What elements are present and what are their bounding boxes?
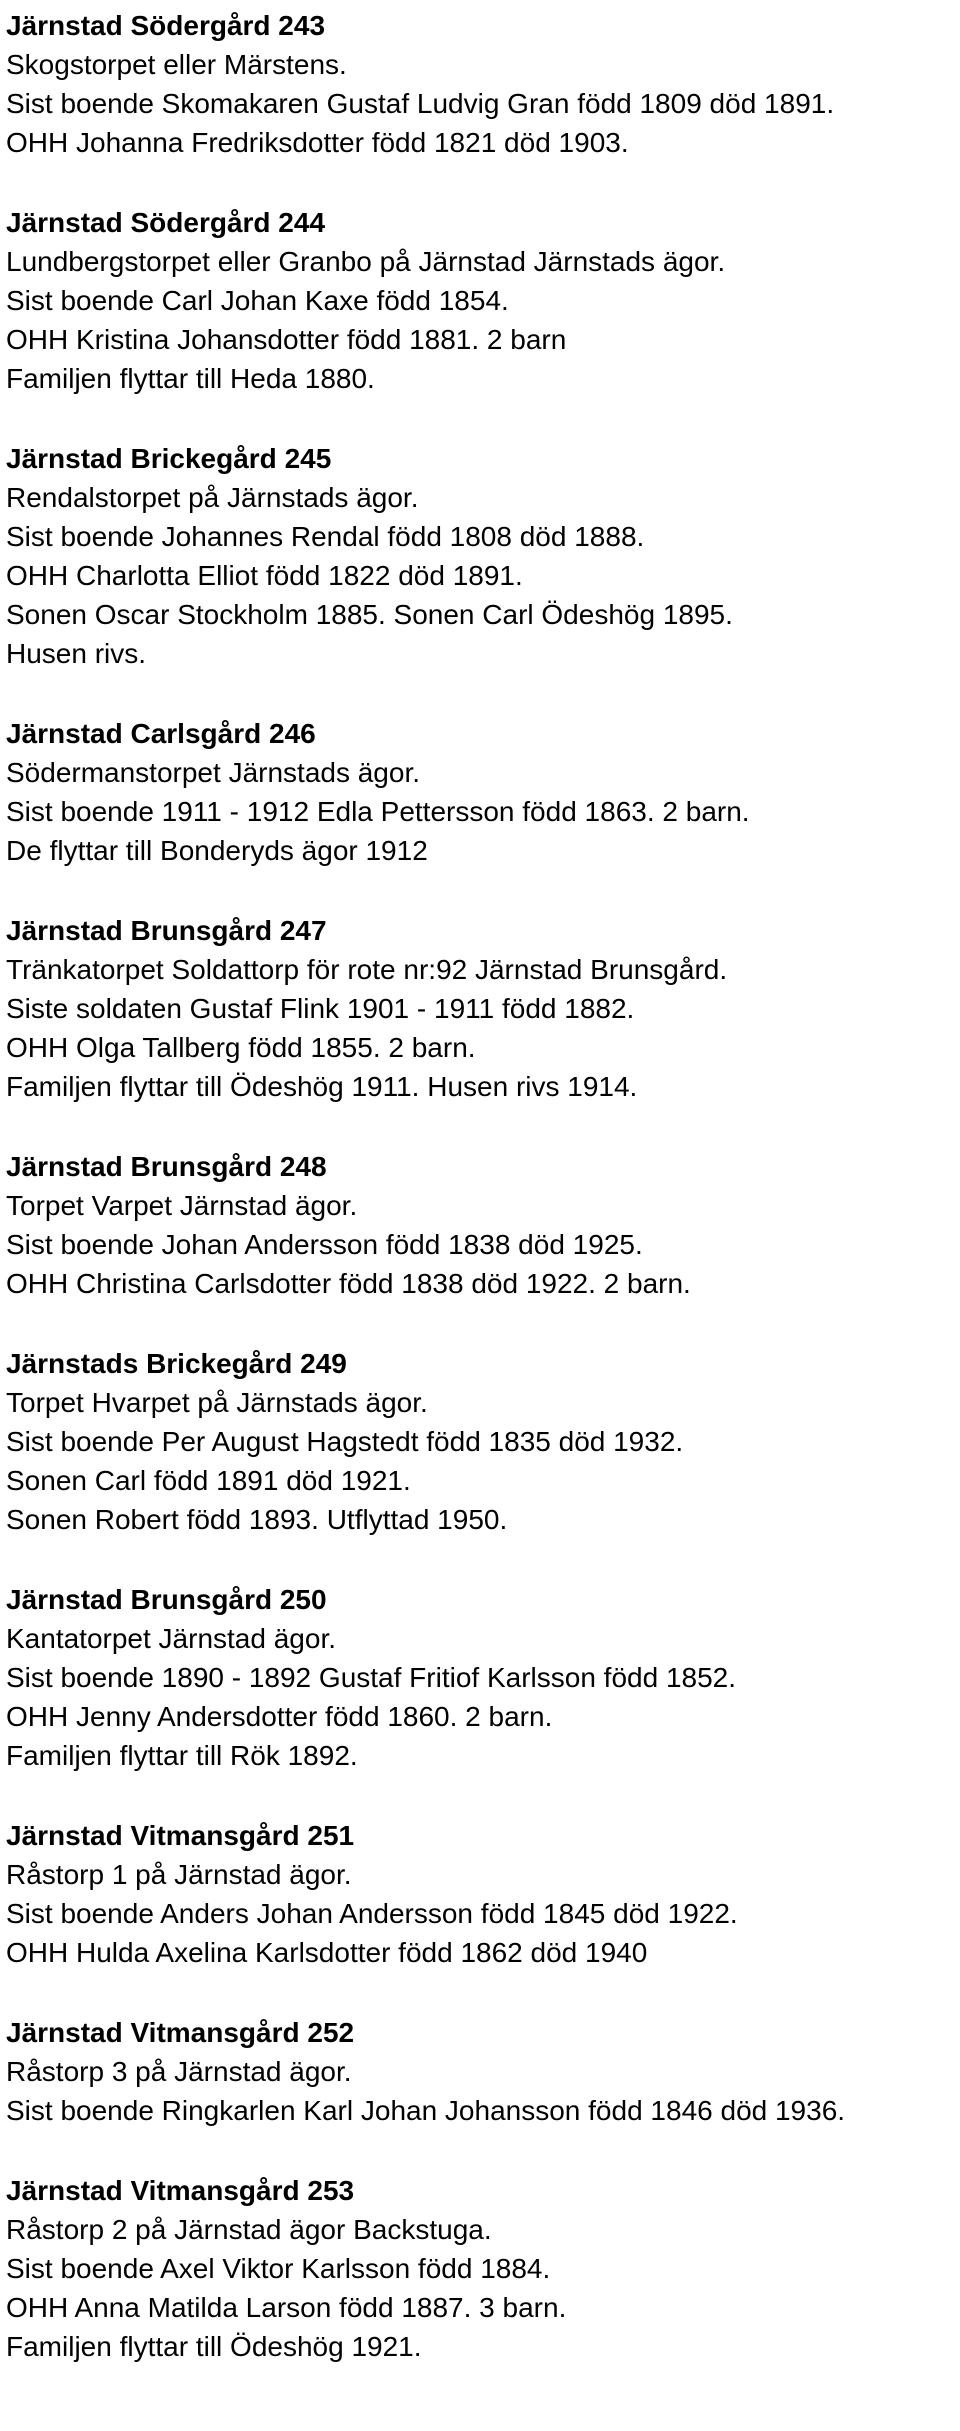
entry-line: OHH Christina Carlsdotter född 1838 död 1922. 2 barn. <box>6 1268 691 1299</box>
entry-title: Järnstad Vitmansgård 253 <box>6 2175 355 2206</box>
entry-line: OHH Johanna Fredriksdotter född 1821 död 1903. <box>6 127 629 158</box>
entry-title: Järnstad Brickegård 245 <box>6 443 332 474</box>
entry-line: Lundbergstorpet eller Granbo på Järnstad Järnstads ägor. <box>6 246 726 277</box>
entry-253 <box>6 2171 960 2366</box>
entry-line: Rendalstorpet på Järnstads ägor. <box>6 482 419 513</box>
entry-title: Järnstad Södergård 243 <box>6 10 326 41</box>
entry-line: Sist boende Skomakaren Gustaf Ludvig Gran född 1809 död 1891. <box>6 88 835 119</box>
entry-line: Sist boende Anders Johan Andersson född 1845 död 1922. <box>6 1898 738 1929</box>
entry-line: Sist boende 1911 - 1912 Edla Pettersson född 1863. 2 barn. <box>6 796 750 827</box>
entry-line: OHH Anna Matilda Larson född 1887. 3 barn. <box>6 2292 567 2323</box>
entry-line: OHH Jenny Andersdotter född 1860. 2 barn. <box>6 1701 553 1732</box>
entry-line: Familjen flyttar till Heda 1880. <box>6 363 375 394</box>
entry-line: OHH Olga Tallberg född 1855. 2 barn. <box>6 1032 476 1063</box>
entry-line: OHH Kristina Johansdotter född 1881. 2 barn <box>6 324 567 355</box>
entry-line: Sonen Carl född 1891 död 1921. <box>6 1465 411 1496</box>
entry-246 <box>6 714 960 870</box>
entry-line: Råstorp 3 på Järnstad ägor. <box>6 2056 352 2087</box>
entry-line: Sist boende 1890 - 1892 Gustaf Fritiof Karlsson född 1852. <box>6 1662 737 1693</box>
entry-249 <box>6 1344 960 1539</box>
entry-line: Sist boende Johan Andersson född 1838 död 1925. <box>6 1229 643 1260</box>
entry-line: Tränkatorpet Soldattorp för rote nr:92 Järnstad Brunsgård. <box>6 954 728 985</box>
entry-243 <box>6 6 960 162</box>
entry-line: Sonen Robert född 1893. Utflyttad 1950. <box>6 1504 508 1535</box>
entry-line: Torpet Hvarpet på Järnstads ägor. <box>6 1387 428 1418</box>
entry-248 <box>6 1147 960 1303</box>
entry-title: Järnstad Brunsgård 247 <box>6 915 327 946</box>
entry-line: Sist boende Ringkarlen Karl Johan Johansson född 1846 död 1936. <box>6 2095 846 2126</box>
entry-line: Råstorp 2 på Järnstad ägor Backstuga. <box>6 2214 492 2245</box>
entry-title: Järnstad Vitmansgård 251 <box>6 1820 355 1851</box>
entry-line: Råstorp 1 på Järnstad ägor. <box>6 1859 352 1890</box>
entry-251 <box>6 1816 960 1972</box>
entry-title: Järnstad Vitmansgård 252 <box>6 2017 355 2048</box>
entry-line: Familjen flyttar till Ödeshög 1911. Husen rivs 1914. <box>6 1071 638 1102</box>
entry-line: Sist boende Carl Johan Kaxe född 1854. <box>6 285 509 316</box>
entry-line: OHH Charlotta Elliot född 1822 död 1891. <box>6 560 523 591</box>
entry-252 <box>6 2013 960 2130</box>
entry-title: Järnstad Carlsgård 246 <box>6 718 316 749</box>
entry-250 <box>6 1580 960 1775</box>
entry-245 <box>6 439 960 673</box>
entry-line: Siste soldaten Gustaf Flink 1901 - 1911 född 1882. <box>6 993 635 1024</box>
entry-line: Sist boende Per August Hagstedt född 1835 död 1932. <box>6 1426 684 1457</box>
entry-title: Järnstad Södergård 244 <box>6 207 326 238</box>
entry-244 <box>6 203 960 398</box>
entry-line: Södermanstorpet Järnstads ägor. <box>6 757 421 788</box>
entry-line: Sist boende Johannes Rendal född 1808 död 1888. <box>6 521 645 552</box>
entry-line: Husen rivs. <box>6 638 147 669</box>
entry-line: OHH Hulda Axelina Karlsdotter född 1862 död 1940 <box>6 1937 648 1968</box>
entry-line: De flyttar till Bonderyds ägor 1912 <box>6 835 428 866</box>
entry-line: Sonen Oscar Stockholm 1885. Sonen Carl Ödeshög 1895. <box>6 599 733 630</box>
entry-title: Järnstads Brickegård 249 <box>6 1348 347 1379</box>
entry-title: Järnstad Brunsgård 250 <box>6 1584 327 1615</box>
entry-line: Torpet Varpet Järnstad ägor. <box>6 1190 358 1221</box>
entry-line: Familjen flyttar till Rök 1892. <box>6 1740 358 1771</box>
entry-247 <box>6 911 960 1106</box>
entry-title: Järnstad Brunsgård 248 <box>6 1151 327 1182</box>
entry-line: Sist boende Axel Viktor Karlsson född 1884. <box>6 2253 551 2284</box>
entry-line: Skogstorpet eller Märstens. <box>6 49 347 80</box>
entry-line: Kantatorpet Järnstad ägor. <box>6 1623 336 1654</box>
entry-line: Familjen flyttar till Ödeshög 1921. <box>6 2331 422 2362</box>
